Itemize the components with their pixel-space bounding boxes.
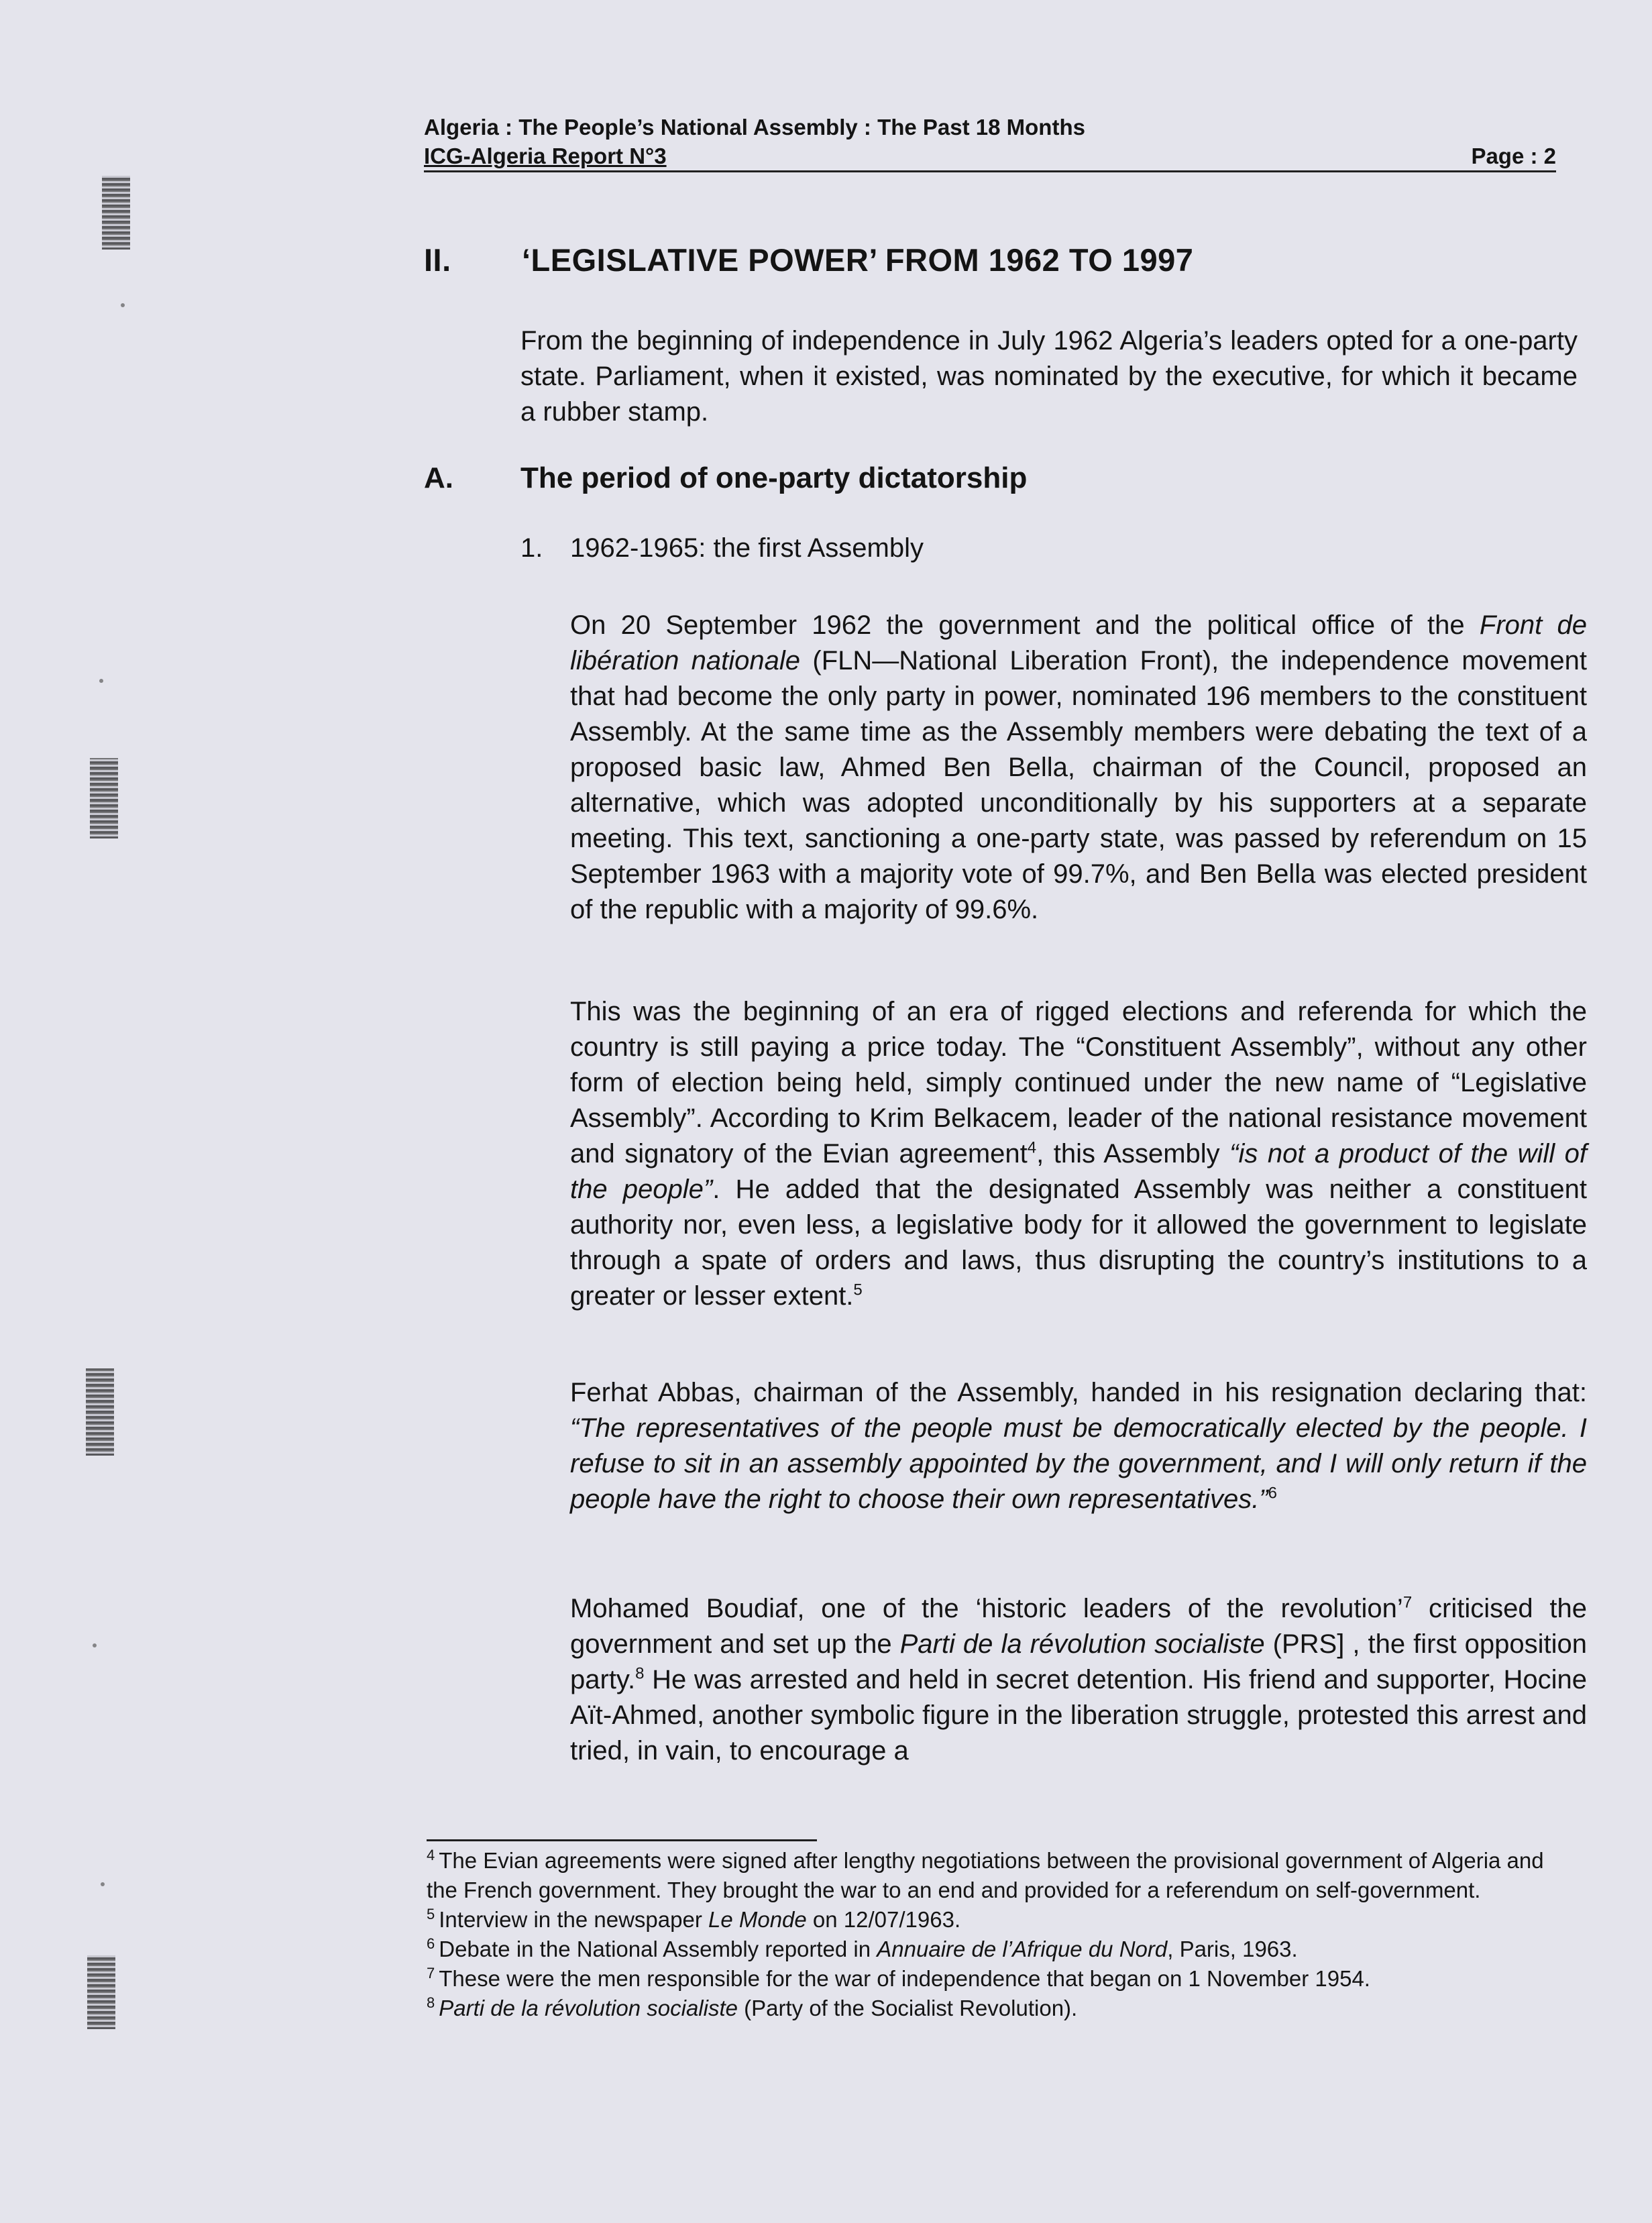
footnote-ref-6[interactable]: 6 bbox=[1268, 1484, 1277, 1503]
footnote-text: The Evian agreements were signed after lengthy negotiations between the provisional government of Algeria and the French government. They brought the war to an end and provided for a referendum on self-government. bbox=[427, 1848, 1544, 1902]
footnote-number: 8 bbox=[427, 1994, 435, 2011]
footnote-6 bbox=[427, 1935, 1580, 1964]
header-page-number: Page : 2 bbox=[1471, 144, 1556, 168]
binding-hole-mark bbox=[87, 1955, 115, 2029]
binding-hole-mark bbox=[102, 176, 130, 250]
footnote-text: These were the men responsible for the war of independence that began on 1 November 1954. bbox=[439, 1966, 1370, 1991]
p4-text-end: He was arrested and held in secret detention. His friend and supporter, Hocine Aït-Ahmed, another symbolic figure in the liberation struggle, protested this arrest and tried, in vain, to encourage a bbox=[570, 1665, 1587, 1766]
binding-hole-mark bbox=[86, 1368, 114, 1456]
p4-prs-name: Parti de la révolution socialiste bbox=[899, 1629, 1265, 1659]
scan-speck bbox=[99, 679, 103, 683]
subsubsection-number: 1. bbox=[520, 533, 543, 563]
p2-quote: “is not a product of the will of the people” bbox=[570, 1139, 1587, 1204]
p1-fln-name: Front de libération nationale bbox=[570, 610, 1587, 675]
subsubsection-title: 1962-1965: the first Assembly bbox=[570, 533, 924, 563]
subsection-title: The period of one-party dictatorship bbox=[520, 462, 1028, 494]
footnote-number: 6 bbox=[427, 1935, 435, 1952]
footnote-ref-4[interactable]: 4 bbox=[1027, 1138, 1037, 1157]
p2-text: This was the beginning of an era of rigged elections and referenda for which the country is still paying a price today. The “Constituent Assembly”, without any other form of election being held, simply continued under the new name of “Legislative Assembly”. According to Krim Belkacem, leader of the national resistance movement and signatory of the Evian agreement bbox=[570, 997, 1587, 1169]
footnotes-list bbox=[427, 1846, 1580, 2023]
scan-speck bbox=[93, 1643, 97, 1647]
footnote-number: 5 bbox=[427, 1906, 435, 1922]
body-paragraph-1 bbox=[570, 608, 1587, 928]
intro-paragraph: From the beginning of independence in July 1962 Algeria’s leaders opted for a one-party state. Parliament, when it existed, was nominated by the executive, for which it became a rubber stamp. bbox=[520, 326, 1578, 427]
section-heading bbox=[424, 241, 1564, 278]
subsection-letter: A. bbox=[424, 462, 453, 494]
body-paragraph-3 bbox=[570, 1375, 1587, 1517]
p4-text-cont2: (PRS] , the first opposition party. bbox=[570, 1629, 1587, 1694]
footnote-ref-5[interactable]: 5 bbox=[853, 1281, 863, 1299]
footnote-number: 4 bbox=[427, 1847, 435, 1863]
footnote-source-title: Annuaire de l’Afrique du Nord bbox=[877, 1937, 1168, 1961]
footnote-source-title: Parti de la révolution socialiste bbox=[439, 1996, 738, 2020]
header-row bbox=[424, 142, 1556, 172]
p4-text: Mohamed Boudiaf, one of the ‘historic leaders of the revolution’ bbox=[570, 1594, 1403, 1623]
footnote-8 bbox=[427, 1994, 1580, 2023]
header-title: Algeria : The People’s National Assembly : The Past 18 Months bbox=[424, 115, 1085, 140]
p1-text: On 20 September 1962 the government and the political office of the bbox=[570, 610, 1480, 640]
section-number: II. bbox=[424, 242, 451, 278]
section-title: ‘LEGISLATIVE POWER’ FROM 1962 TO 1997 bbox=[522, 242, 1194, 278]
footnote-separator bbox=[427, 1839, 817, 1841]
footnote-source-title: Le Monde bbox=[708, 1907, 807, 1932]
scan-speck bbox=[101, 1882, 105, 1886]
footnote-5 bbox=[427, 1905, 1580, 1935]
binding-hole-mark bbox=[90, 758, 118, 838]
footnote-7 bbox=[427, 1964, 1580, 1994]
footnote-text: on 12/07/1963. bbox=[806, 1907, 961, 1932]
header-report-number: ICG-Algeria Report N°3 bbox=[424, 144, 667, 168]
footnote-text: (Party of the Socialist Revolution). bbox=[737, 1996, 1078, 2020]
running-header bbox=[424, 113, 1556, 172]
p2-text-cont: , this Assembly bbox=[1036, 1139, 1230, 1169]
body-paragraph-4 bbox=[570, 1591, 1587, 1769]
p3-quote: “The representatives of the people must be democratically elected by the people. I refuse to sit in an assembly appointed by the government, and I will only return if the people have the right to choose their own representatives.” bbox=[570, 1413, 1587, 1514]
footnote-4 bbox=[427, 1846, 1580, 1905]
footnote-number: 7 bbox=[427, 1965, 435, 1982]
subsubsection-heading bbox=[520, 533, 924, 563]
p1-text-cont: (FLN—National Liberation Front), the independence movement that had become the only party in power, nominated 196 members to the constituent Assembly. At the same time as the Assembly members were debating the text of a proposed basic law, Ahmed Ben Bella, chairman of the Council, proposed an alternative, which was adopted unconditionally by his supporters at a separate meeting. This text, sanctioning a one-party state, was passed by referendum on 15 September 1963 with a majority vote of 99.7%, and Ben Bella was elected president of the republic with a majority of 99.6%. bbox=[570, 646, 1587, 924]
scan-speck bbox=[121, 303, 125, 307]
p2-text-end: . He added that the designated Assembly was neither a constituent authority nor, even less, a legislative body for it allowed the government to legislate through a spate of orders and laws, thus disrupting the country’s institutions to a greater or lesser extent. bbox=[570, 1175, 1588, 1311]
footnote-text: Debate in the National Assembly reported in bbox=[439, 1937, 877, 1961]
footnote-ref-7[interactable]: 7 bbox=[1402, 1593, 1413, 1612]
p3-text: Ferhat Abbas, chairman of the Assembly, handed in his resignation declaring that: bbox=[570, 1378, 1587, 1407]
p4-text-cont: criticised the government and set up the bbox=[570, 1594, 1588, 1659]
footnote-text: , Paris, 1963. bbox=[1167, 1937, 1298, 1961]
footnote-text: Interview in the newspaper bbox=[439, 1907, 708, 1932]
subsection-heading bbox=[424, 462, 1027, 495]
footnote-ref-8[interactable]: 8 bbox=[635, 1664, 645, 1683]
body-paragraph-2 bbox=[570, 994, 1587, 1314]
